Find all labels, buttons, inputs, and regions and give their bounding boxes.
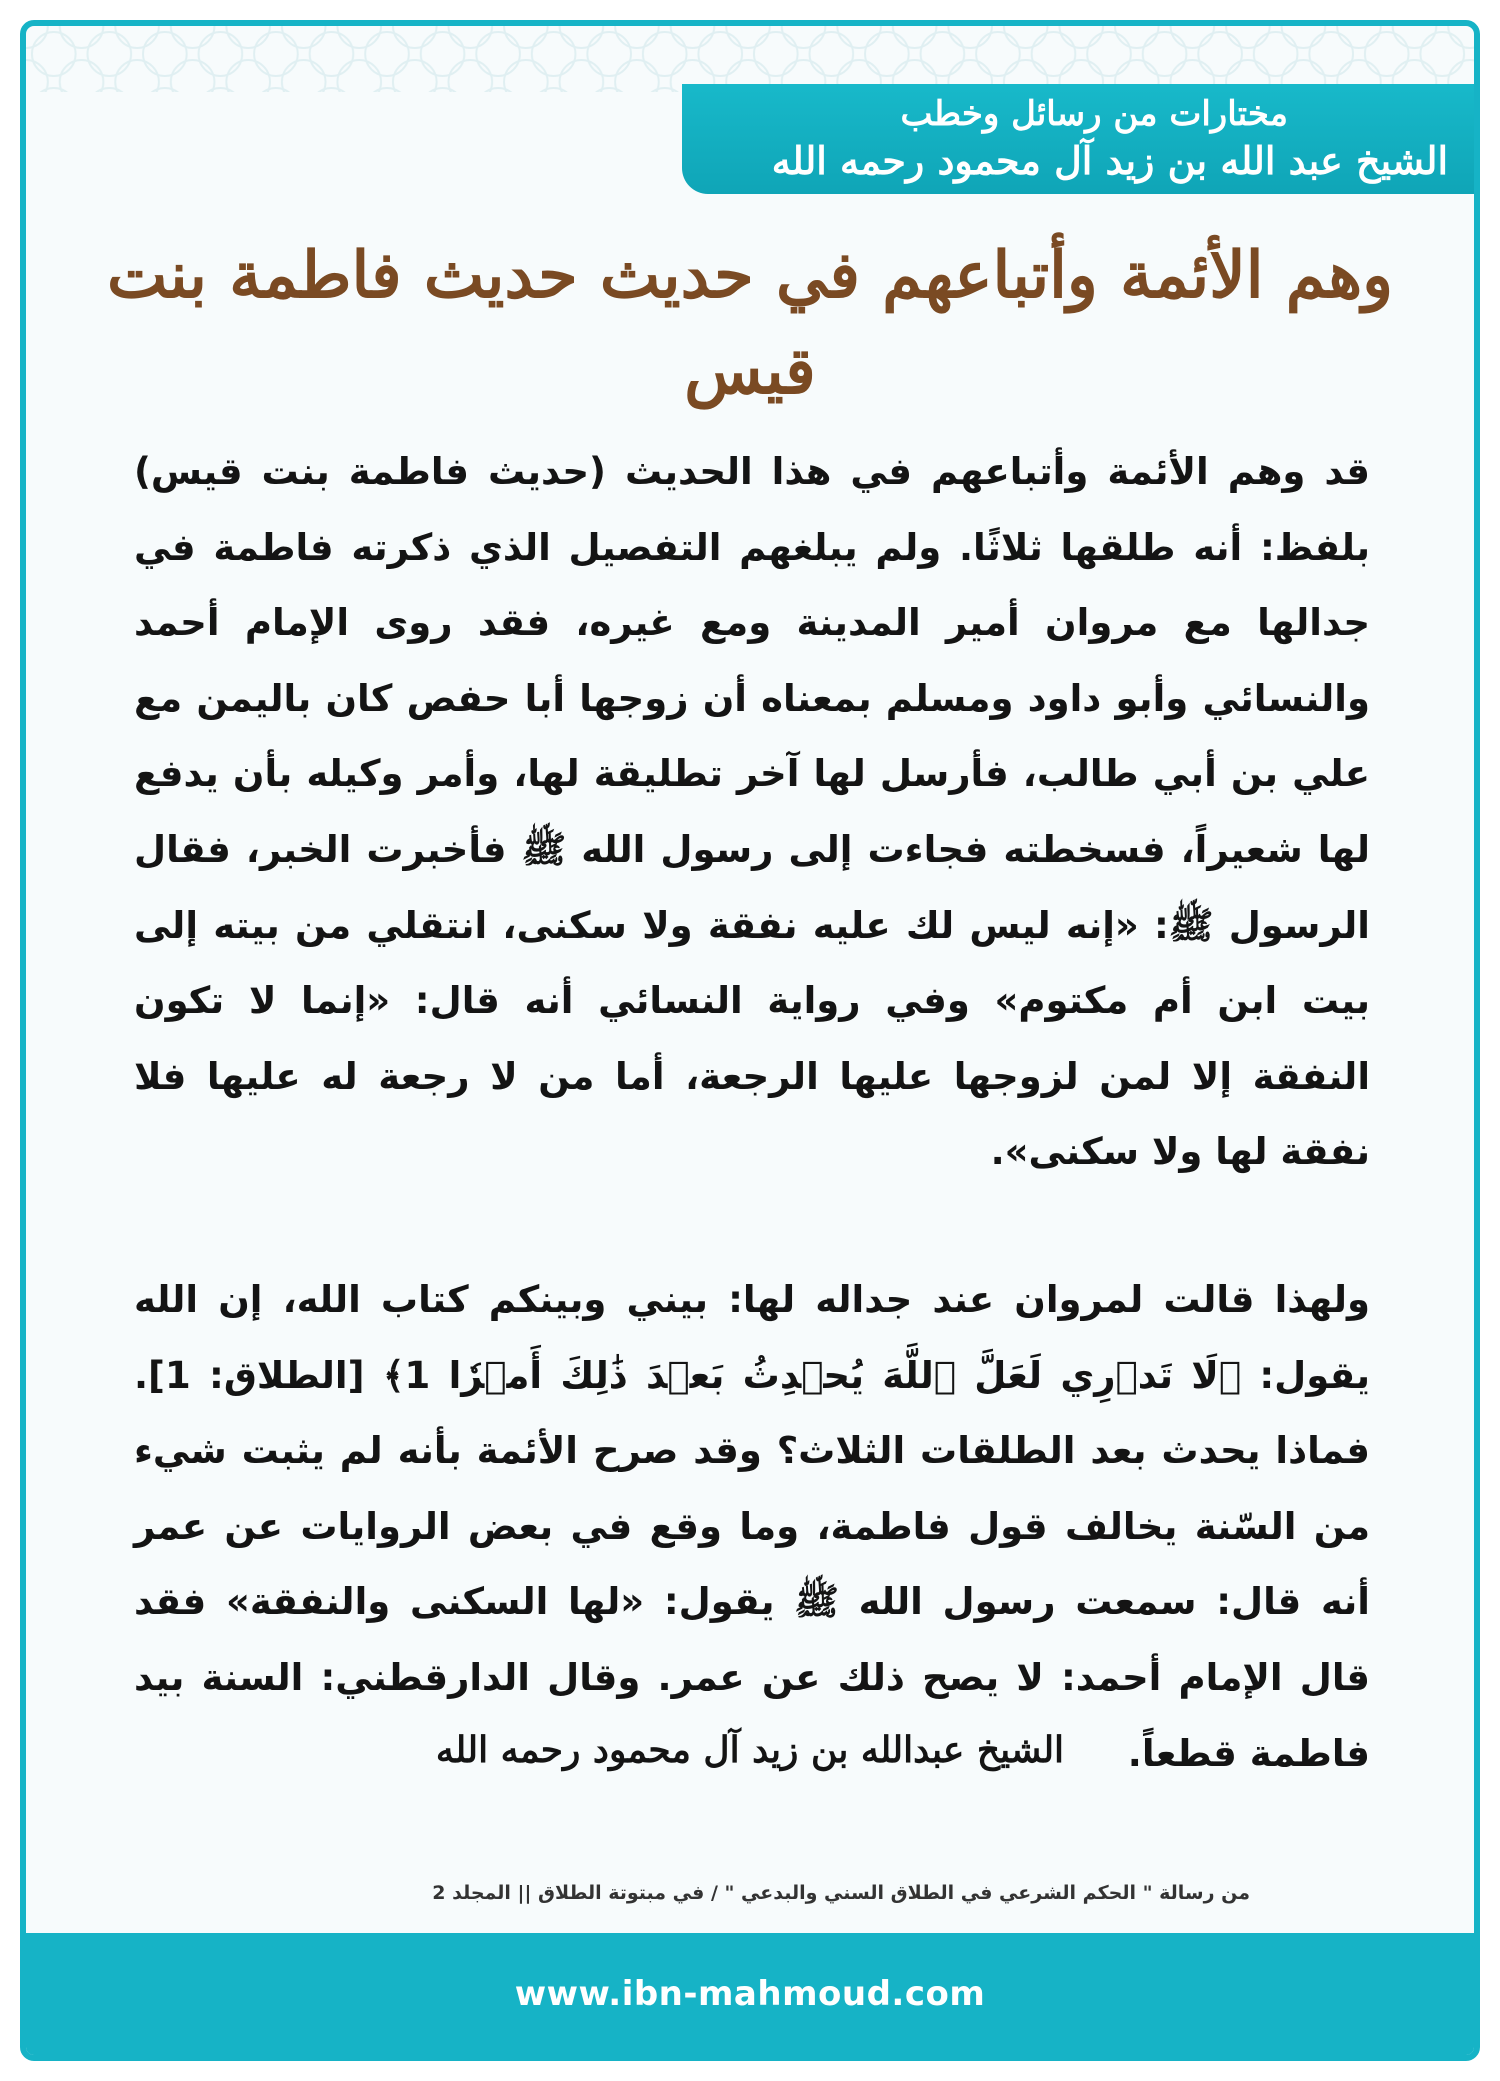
- article-card: [20, 20, 1480, 2061]
- paragraph-2: ولهذا قالت لمروان عند جداله لها: بيني وبينكم كتاب الله، إن الله يقول: ﴿لَا تَدۡرِي لَعَلَّ ٱللَّهَ يُحۡدِثُ بَعۡدَ ذَٰلِكَ أَمۡرٗا 1﴾ [الطلاق: 1]. فماذا يحدث بعد الطلقات الثلاث؟ وقد صرح الأئمة بأنه لم يثبت شيء من السّنة يخالف قول فاطمة، وما وقع في بعض الروايات عن عمر أنه قال: سمعت رسول الله ﷺ يقول: «لها السكنى والنفقة» فقد قال الإمام أحمد: لا يصح ذلك عن عمر. وقال الدارقطني: السنة بيد فاطمة قطعاً.: [134, 1277, 1370, 1775]
- series-title: مختارات من رسائل وخطب: [900, 94, 1288, 134]
- signature: الشيخ عبدالله بن زيد آل محمود رحمه الله: [435, 1729, 1065, 1771]
- decorative-pattern: [26, 26, 1474, 92]
- website-link[interactable]: www.ibn-mahmoud.com: [514, 1974, 986, 2014]
- article-body: [134, 434, 1370, 1791]
- header-banner: [682, 84, 1474, 194]
- author-name-header: الشيخ عبد الله بن زيد آل محمود رحمه الله: [771, 138, 1448, 183]
- source-reference: من رسالة " الحكم الشرعي في الطلاق السني والبدعي " / في مبتوتة الطلاق || المجلد 2: [432, 1882, 1250, 1904]
- paragraph-1: قد وهم الأئمة وأتباعهم في هذا الحديث (حديث فاطمة بنت قيس) بلفظ: أنه طلقها ثلاثًا. ولم يبلغهم التفصيل الذي ذكرته فاطمة في جدالها مع مروان أمير المدينة ومع غيره، فقد روى الإمام أحمد والنسائي وأبو داود ومسلم بمعناه أن زوجها أبا حفص كان باليمن مع علي بن أبي طالب، فأرسل لها آخر تطليقة لها، وأمر وكيله بأن يدفع لها شعيراً، فسخطته فجاءت إلى رسول الله ﷺ فأخبرت الخبر، فقال الرسول ﷺ: «إنه ليس لك عليه نفقة ولا سكنى، انتقلي من بيته إلى بيت ابن أم مكتوم» وفي رواية النسائي أنه قال: «إنما لا تكون النفقة إلا لمن لزوجها عليها الرجعة، أما من لا رجعة له عليها فلا نفقة لها ولا سكنى».: [134, 450, 1370, 1174]
- article-title: وهم الأئمة وأتباعهم في حديث حديث فاطمة بنت قيس: [106, 238, 1394, 409]
- footer-bar: [26, 1933, 1474, 2055]
